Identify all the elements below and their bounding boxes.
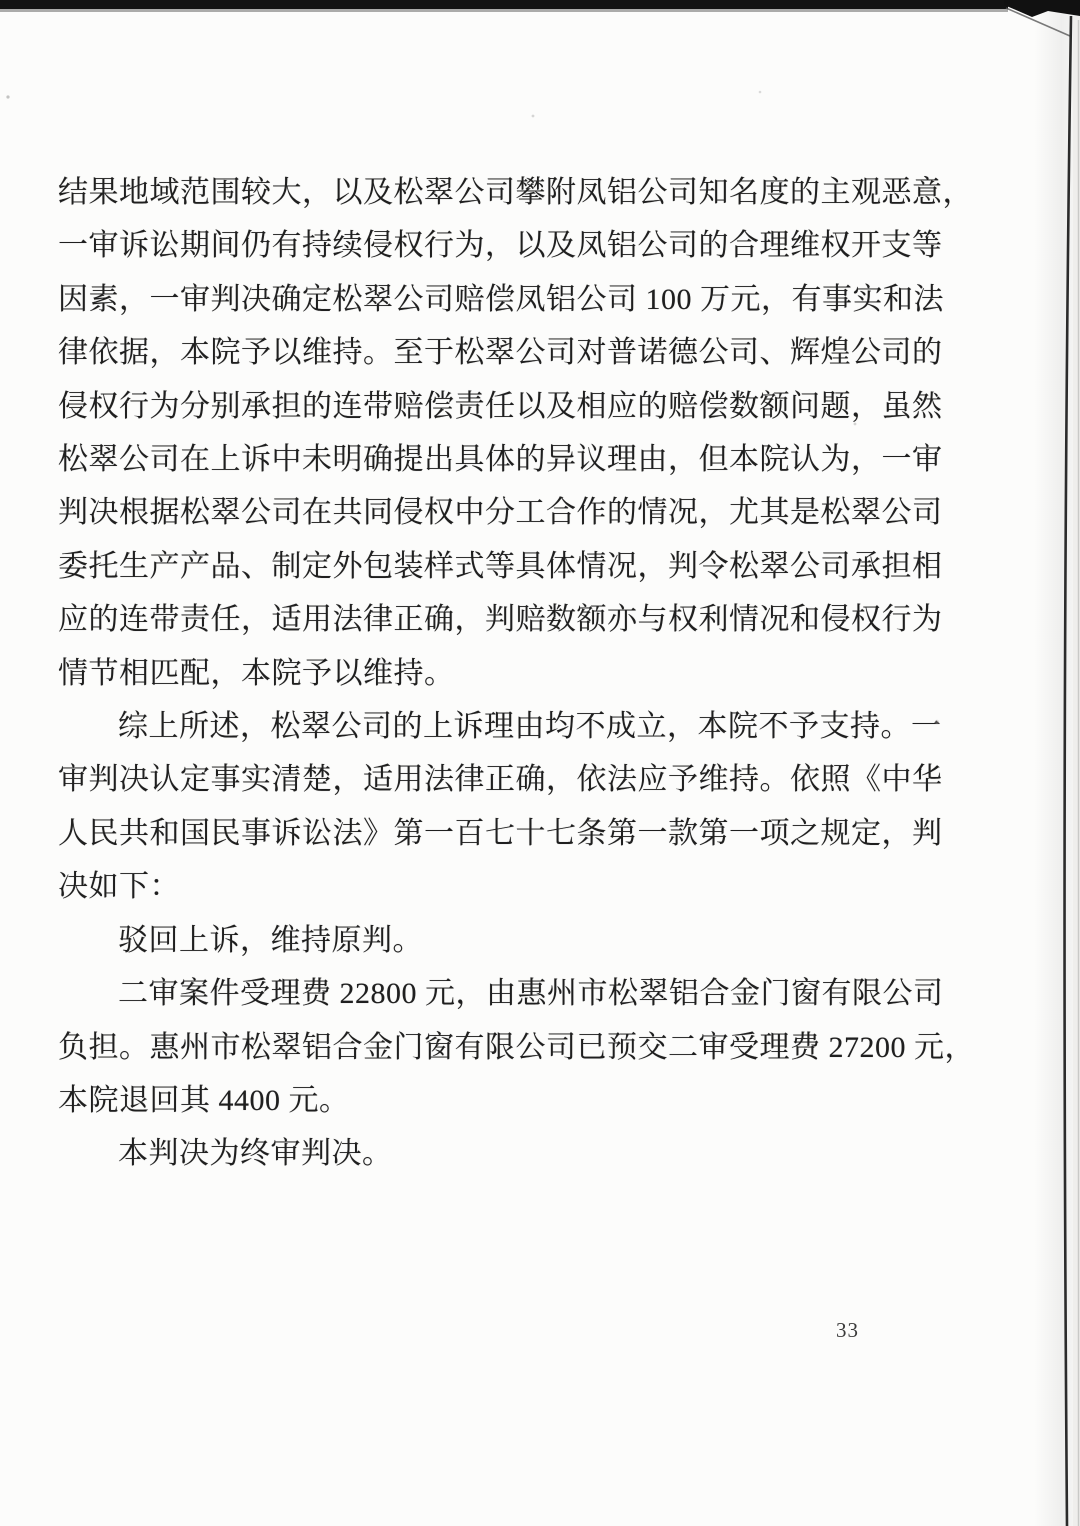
- text-line: 驳回上诉，维持原判。: [118, 923, 423, 957]
- scan-speck: [759, 91, 762, 94]
- page-number: 33: [836, 1318, 859, 1342]
- text-line: 本院退回其 4400 元。: [58, 1083, 350, 1117]
- judgment-text: [58, 166, 998, 1181]
- scan-speck: [6, 95, 9, 98]
- text-line: 一审诉讼期间仍有持续侵权行为，以及凤铝公司的合理维权开支等: [58, 229, 943, 263]
- text-line: 审判决认定事实清楚，适用法律正确，依法应予维持。依照《中华: [58, 763, 943, 797]
- scan-right-shade: [1034, 0, 1080, 1526]
- text-line: 情节相匹配，本院予以维持。: [58, 656, 455, 690]
- text-line: 决如下：: [58, 870, 180, 904]
- text-line: 结果地域范围较大，以及松翠公司攀附凤铝公司知名度的主观恶意，: [58, 176, 973, 209]
- scan-speck: [532, 115, 535, 118]
- scan-edge-top: [0, 0, 1008, 9]
- text-line: 判决根据松翠公司在共同侵权中分工合作的情况，尤其是松翠公司: [58, 496, 943, 530]
- text-line: 综上所述，松翠公司的上诉理由均不成立，本院不予支持。一: [118, 710, 942, 744]
- text-line: 应的连带责任，适用法律正确，判赔数额亦与权利情况和侵权行为: [58, 603, 943, 637]
- text-line: 律依据，本院予以维持。至于松翠公司对普诺德公司、辉煌公司的: [58, 336, 943, 370]
- text-line: 委托生产产品、制定外包装样式等具体情况，判令松翠公司承担相: [58, 549, 943, 583]
- text-line: 侵权行为分别承担的连带赔偿责任以及相应的赔偿数额问题，虽然: [58, 389, 943, 423]
- text-line: 人民共和国民事诉讼法》第一百七十七条第一款第一项之规定，判: [58, 816, 943, 850]
- text-line: 松翠公司在上诉中未明确提出具体的异议理由，但本院认为，一审: [58, 443, 943, 477]
- text-line: 因素，一审判决确定松翠公司赔偿凤铝公司 100 万元，有事实和法: [58, 282, 944, 316]
- scan-edge-top-soft: [0, 9, 1008, 12]
- text-line: 负担。惠州市松翠铝合金门窗有限公司已预交二审受理费 27200 元，: [58, 1030, 975, 1064]
- text-line: 本判决为终审判决。: [118, 1137, 393, 1171]
- text-line: 二审案件受理费 22800 元，由惠州市松翠铝合金门窗有限公司: [118, 977, 944, 1011]
